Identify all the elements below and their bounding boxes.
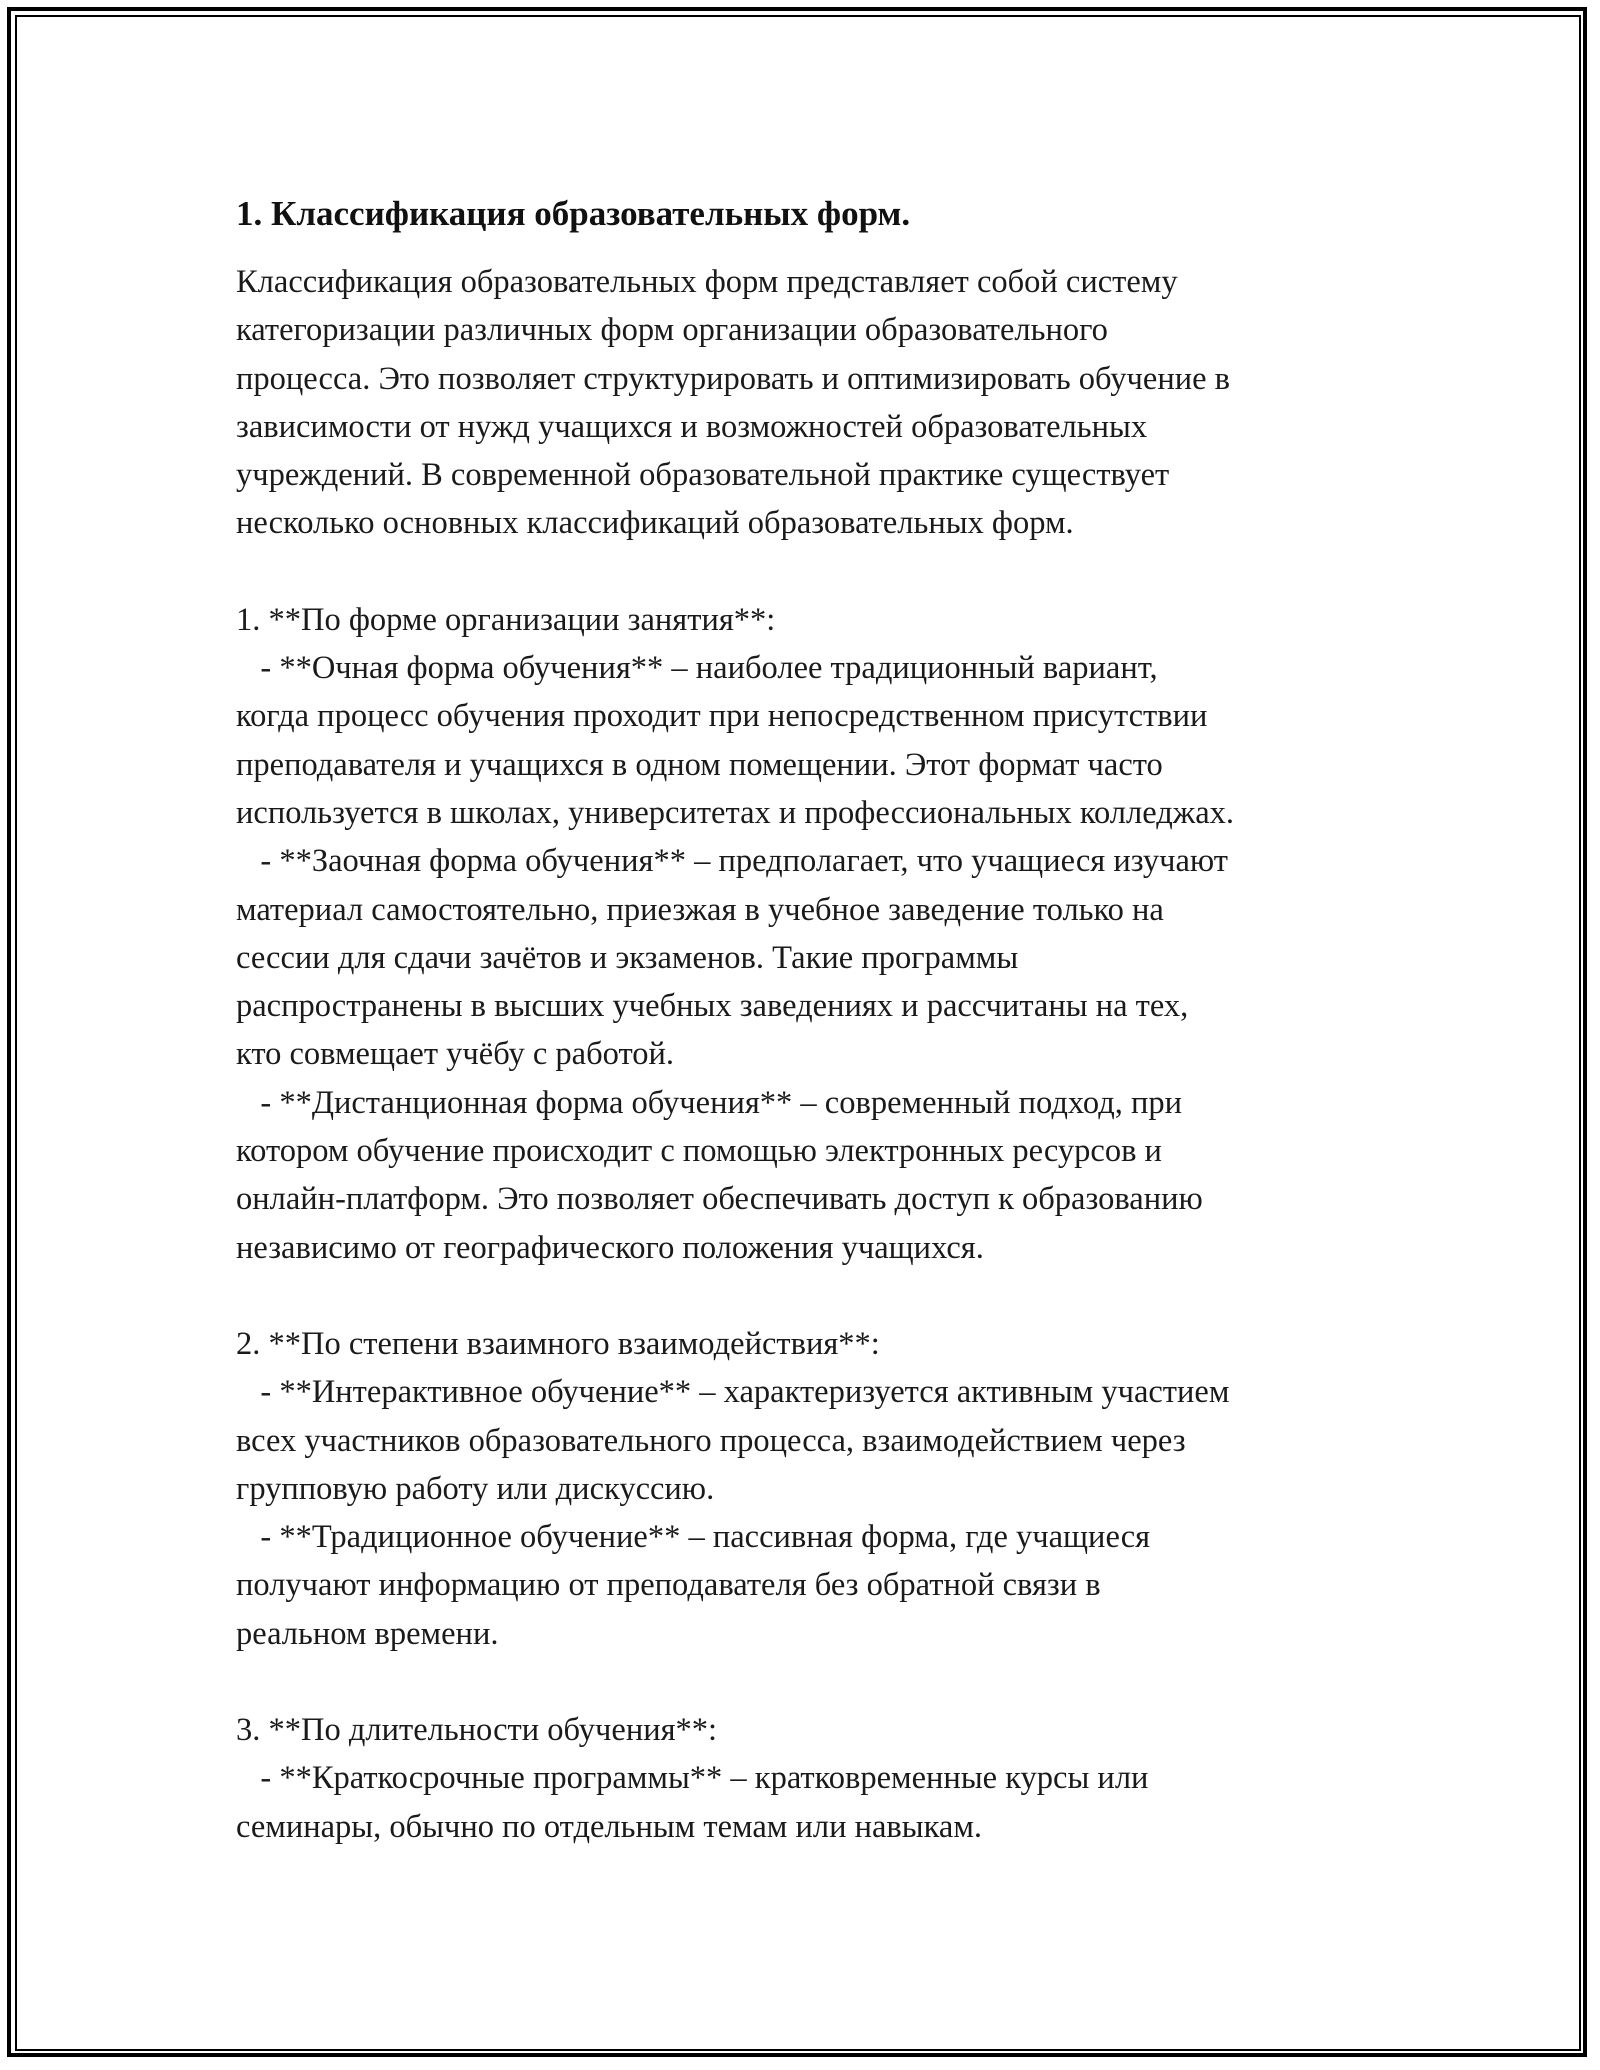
intro-paragraph: Классификация образовательных форм представляет собой систему категоризации различных форм организации образовательного процесса. Это позволяет структурировать и оптимизировать обучение в зависимости от нужд учащихся и возможностей образовательных учреждений. В современной образовательной практике существует несколько основных классификаций образовательных форм. bbox=[236, 264, 1231, 542]
list-item: - **Краткосрочные программы** – кратковременные курсы или семинары, обычно по отдельным темам или навыкам. bbox=[236, 1760, 1149, 1845]
section-title: 3. **По длительности обучения**: bbox=[236, 1712, 718, 1749]
section-duration bbox=[236, 1706, 1386, 1851]
section-organization-form bbox=[236, 596, 1386, 1272]
section-interaction-degree bbox=[236, 1320, 1386, 1658]
document-body bbox=[236, 190, 1386, 1851]
section-title: 2. **По степени взаимного взаимодействия**: bbox=[236, 1325, 880, 1362]
document-heading: 1. Классификация образовательных форм. bbox=[236, 194, 911, 233]
list-item: - **Интерактивное обучение** – характеризуется активным участием всех участников образовательного процесса, взаимодействием через групповую работу или дискуссию. bbox=[236, 1374, 1230, 1507]
list-item: - **Заочная форма обучения** – предполагает, что учащиеся изучают материал самостоятельно, приезжая в учебное заведение только на сессии для сдачи зачётов и экзаменов. Такие программы распространены в высших учебных заведениях и рассчитаны на тех, кто совмещает учёбу с работой. bbox=[236, 843, 1228, 1073]
list-item: - **Очная форма обучения** – наиболее традиционный вариант, когда процесс обучения проходит при непосредственном присутствии преподавателя и учащихся в одном помещении. Этот формат часто используется в школах, университетах и профессиональных колледжах. bbox=[236, 650, 1235, 831]
section-title: 1. **По форме организации занятия**: bbox=[236, 601, 776, 638]
list-item: - **Дистанционная форма обучения** – современный подход, при котором обучение происходит с помощью электронных ресурсов и онлайн-платформ. Это позволяет обеспечивать доступ к образованию независимо от географического положения учащихся. bbox=[236, 1084, 1203, 1266]
list-item: - **Традиционное обучение** – пассивная форма, где учащиеся получают информацию от преподавателя без обратной связи в реальном времени. bbox=[236, 1519, 1151, 1652]
